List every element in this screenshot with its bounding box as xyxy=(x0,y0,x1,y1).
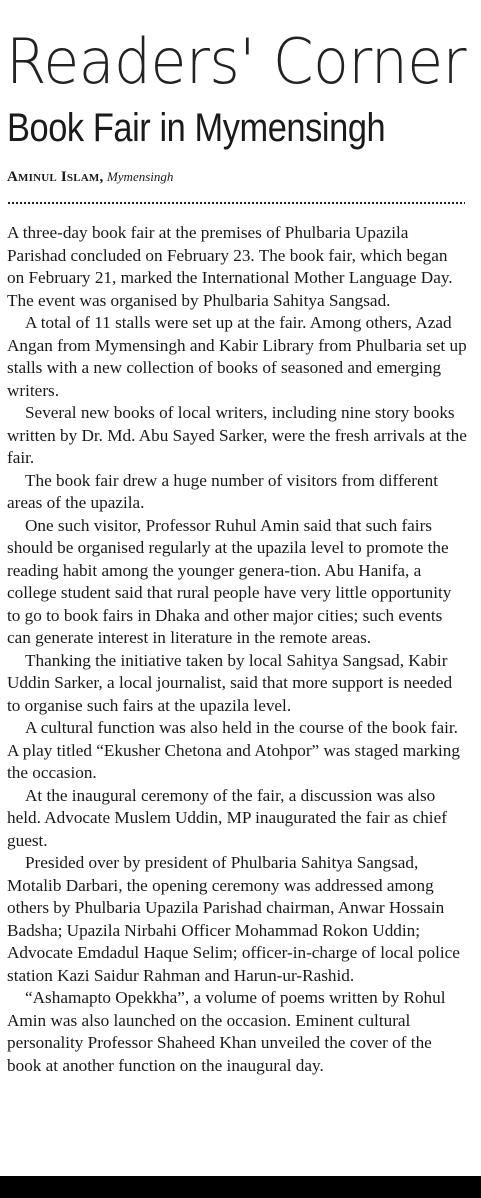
section-title: Readers' Corner xyxy=(6,25,467,98)
byline-place: Mymensingh xyxy=(106,169,174,184)
article-headline: Book Fair in Mymensingh xyxy=(7,106,386,150)
article-paragraph: A cultural function was also held in the course of the book fair. A play titled “Ekusher Chetona and Atohpor” was staged marking the occasion. xyxy=(7,718,460,782)
article-paragraph: Thanking the initiative taken by local Sahitya Sangsad, Kabir Uddin Sarker, a local journalist, said that more support is needed to organise such fairs at the upazila level. xyxy=(7,650,453,715)
article-paragraph: A total of 11 stalls were set up at the fair. Among others, Azad Angan from Mymensingh and Kabir Library from Phulbaria set up stalls with a new collection of books of seasoned and emerging writers. xyxy=(7,313,467,400)
dotted-divider xyxy=(7,201,465,205)
article-paragraph: A three-day book fair at the premises of Phulbaria Upazila Parishad concluded on February 23. The book fair, which began on February 21, marked the International Mother Language Day. The event was organised by Phulbaria Sahitya Sangsad. xyxy=(7,223,453,310)
article-paragraph: Presided over by president of Phulbaria Sahitya Sangsad, Motalib Darbari, the opening ceremony was addressed among others by Phulbaria Upazila Parishad chairman, Anwar Hossain Badsha; Upazila Nirbahi Officer Mohammad Rokon Uddin; Advocate Emdadul Haque Selim; officer-in-charge of local police station Kazi Saidur Rahman and Harun-ur-Rashid. xyxy=(7,853,460,985)
article-body xyxy=(7,222,467,1077)
article-paragraph: One such visitor, Professor Ruhul Amin said that such fairs should be organised regularly at the upazila level to promote the reading habit among the younger genera-tion. Abu Hanifa, a college student said that rural people have very little opportunity to go to book fairs in Dhaka and other major cities; such events can generate interest in literature in the remote areas. xyxy=(7,515,452,647)
article-paragraph: At the inaugural ceremony of the fair, a discussion was also held. Advocate Muslem Uddin, MP inaugurated the fair as chief guest. xyxy=(7,785,447,850)
article-paragraph: The book fair drew a huge number of visitors from different areas of the upazila. xyxy=(7,470,439,512)
article-paragraph: “Ashamapto Opekkha”, a volume of poems written by Rohul Amin was also launched on the occasion. Eminent cultural personality Professor Shaheed Khan unveiled the cover of the book at another function on the inaugural day. xyxy=(7,988,446,1075)
byline-author: Aminul Islam, xyxy=(7,169,104,185)
article-paragraph: Several new books of local writers, including nine story books written by Dr. Md. Abu Sayed Sarker, were the fresh arrivals at the fair. xyxy=(7,403,467,467)
byline xyxy=(7,168,173,187)
bottom-bar xyxy=(0,1176,481,1198)
